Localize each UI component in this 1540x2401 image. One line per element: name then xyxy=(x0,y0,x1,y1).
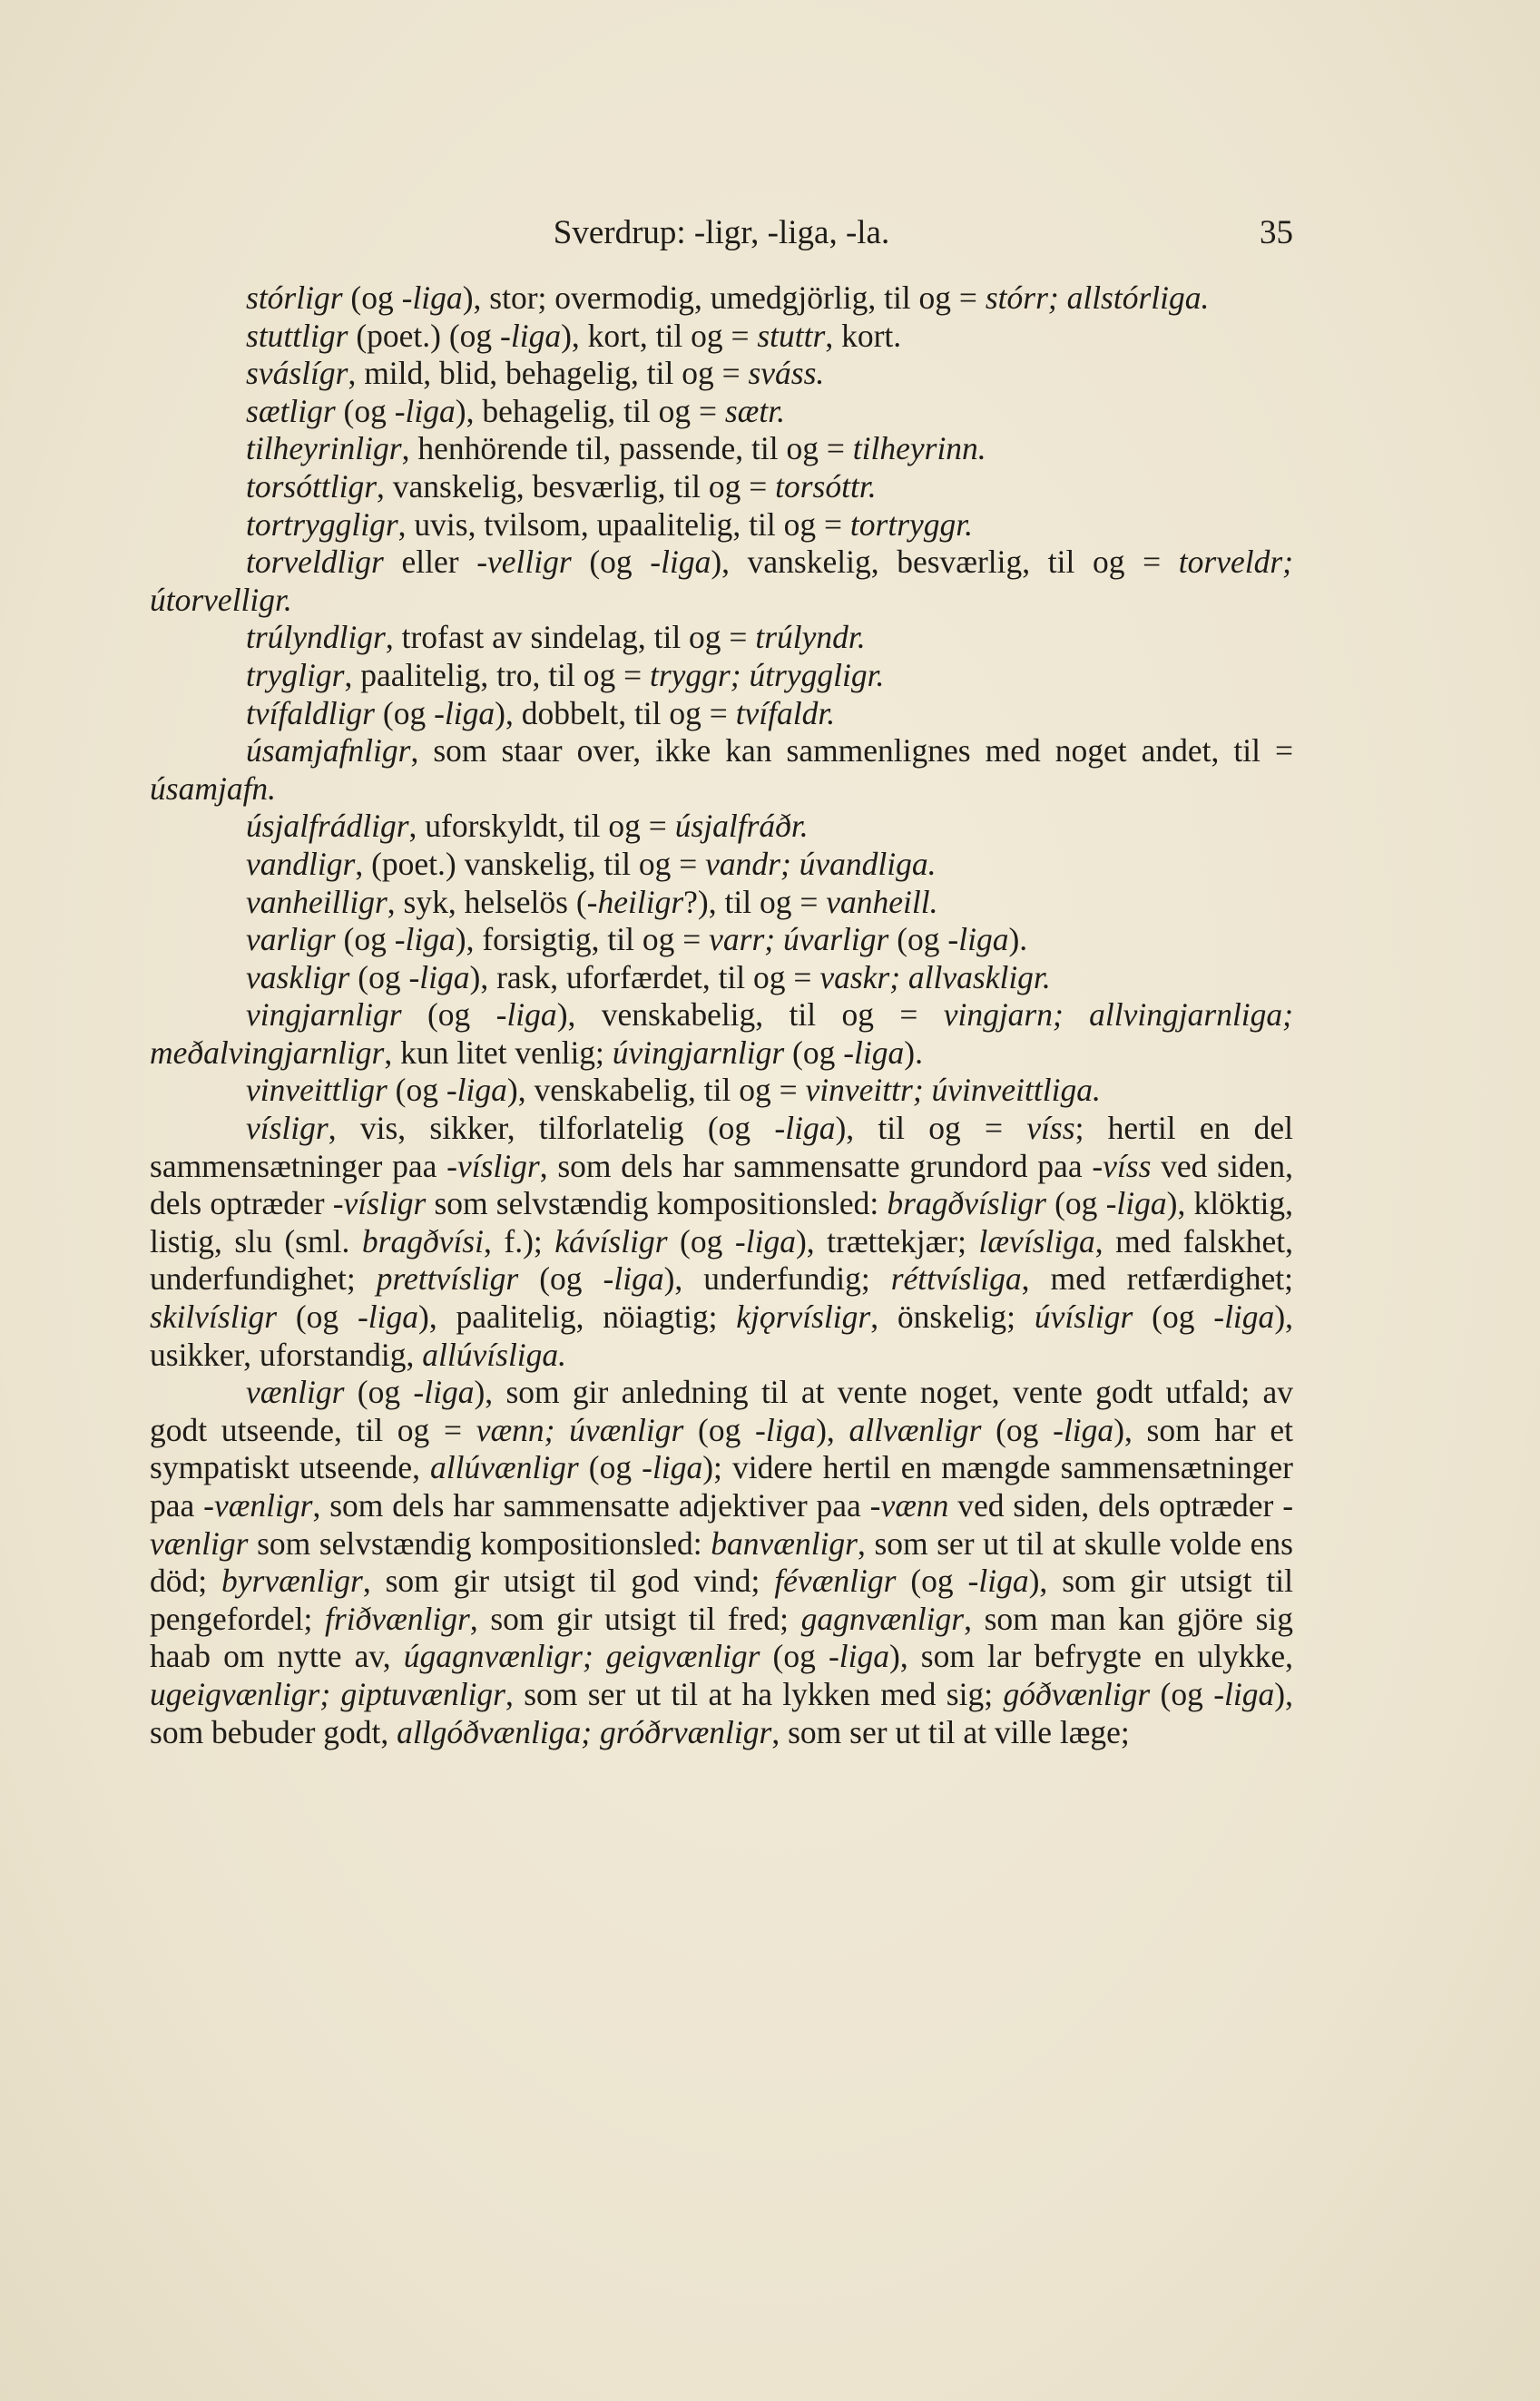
entry-text: (og xyxy=(344,1374,414,1411)
entry-text: ), venskabelig, til og = xyxy=(556,996,944,1034)
entry-text: , f.); xyxy=(484,1222,555,1259)
entry-text: , vanskelig, besværlig, til og = xyxy=(377,467,776,505)
entry-text: ), paalitelig, nöiagtig; xyxy=(418,1298,737,1336)
entry-text: , som gir utsigt til fred; xyxy=(469,1600,801,1637)
entry-italic-text: trúlyndr. xyxy=(755,619,866,656)
entry-italic-text: allgóðvænliga; gróðrvænligr xyxy=(397,1713,772,1750)
entry-italic-text: torveldr; útorvelligr. xyxy=(150,544,1293,618)
dictionary-entry xyxy=(150,657,1293,695)
entry-italic-text: -liga xyxy=(603,1260,664,1298)
entry-text: ), som har et sympatiskt utseende, xyxy=(150,1411,1294,1486)
entry-italic-text: -liga xyxy=(843,1034,905,1071)
entry-italic-text: tortryggr. xyxy=(849,505,974,543)
dictionary-entry xyxy=(150,732,1293,808)
entry-text: , kun litet venlig; xyxy=(384,1034,613,1071)
entry-italic-text: vingjarn; allvingjarnliga; meðalvingjarnligr xyxy=(150,996,1293,1071)
entry-italic-text: bragðvísi xyxy=(361,1222,484,1259)
entry-text: ), som bebuder godt, xyxy=(150,1675,1293,1750)
entry-text: , uforskyldt, til og = xyxy=(408,808,675,845)
entry-italic-text: víss xyxy=(1026,1110,1075,1147)
entry-italic-text: vanheilligr xyxy=(246,883,387,920)
entry-italic-text: banvænligr xyxy=(711,1524,858,1562)
entry-text: , som gir utsigt til god vind; xyxy=(362,1563,775,1600)
entry-text: ), kort, til og = xyxy=(561,317,758,354)
dictionary-entry xyxy=(150,318,1293,356)
entry-text: som selvstændig kompositionsled: xyxy=(248,1524,711,1562)
entry-italic-text: stuttr xyxy=(757,317,826,354)
entry-italic-text: sváss. xyxy=(748,355,825,392)
entry-italic-text: -liga xyxy=(734,1222,796,1259)
entry-italic-text: -liga xyxy=(650,544,711,581)
entry-text: , som dels har sammensatte grundord paa xyxy=(539,1147,1093,1184)
entry-italic-text: góðvænligr xyxy=(1003,1675,1151,1712)
entry-italic-text: tvífaldr. xyxy=(735,694,836,731)
dictionary-entry xyxy=(150,355,1293,393)
entry-text: , som staar over, ikke kan sammenlignes med noget andet, til = xyxy=(410,732,1293,769)
entry-text: ), underfundig; xyxy=(663,1260,891,1298)
entry-italic-text: allvænligr xyxy=(848,1411,982,1448)
entry-italic-text: úvingjarnligr xyxy=(612,1034,785,1071)
entry-text: , henhörende til, passende, til og = xyxy=(401,430,853,467)
entry-italic-text: -liga xyxy=(1213,1298,1275,1336)
entry-italic-text: allúvísliga. xyxy=(422,1336,567,1373)
entry-italic-text: úvísligr xyxy=(1034,1298,1133,1336)
entry-italic-text: -liga xyxy=(1213,1675,1275,1712)
dictionary-entry xyxy=(150,921,1293,959)
entry-italic-text: -vænligr xyxy=(203,1487,313,1524)
dictionary-entry xyxy=(150,468,1293,506)
entry-italic-text: vandligr xyxy=(246,845,356,882)
entry-text: (og xyxy=(981,1411,1054,1448)
entry-text: , som ser ut til at ha lykken med sig; xyxy=(505,1675,1004,1712)
entry-italic-text: -liga xyxy=(967,1563,1029,1600)
entry-italic-text: varr; úvarligr xyxy=(709,921,889,958)
entry-italic-text: úsjalfráðr. xyxy=(674,808,809,845)
dictionary-entry xyxy=(150,1072,1293,1110)
entry-italic-text: -vísligr xyxy=(446,1147,540,1184)
entry-text: (og xyxy=(375,694,435,731)
entry-text: (og xyxy=(683,1411,756,1448)
entry-italic-text: stórligr xyxy=(246,279,343,316)
dictionary-entry xyxy=(150,279,1293,318)
entry-italic-text: sætr. xyxy=(724,392,785,429)
entry-text: (og xyxy=(335,392,395,429)
entry-italic-text: -liga xyxy=(413,1374,475,1411)
entry-italic-text: vaskligr xyxy=(246,958,350,995)
entry-text: ), venskabelig, til og = xyxy=(506,1072,806,1109)
entry-italic-text: kávísligr xyxy=(554,1222,668,1259)
entry-italic-text: -liga xyxy=(947,921,1009,958)
entry-italic-text: úsamjafn. xyxy=(150,769,277,807)
entry-italic-text: stuttligr xyxy=(246,317,348,354)
entry-text: ), forsigtig, til og = xyxy=(455,921,710,958)
dictionary-entry xyxy=(150,393,1293,431)
entry-italic-text: tvífaldligr xyxy=(246,694,375,731)
entry-text: , mild, blid, behagelig, til og = xyxy=(348,355,749,392)
entry-italic-text: tortryggligr xyxy=(246,505,398,543)
entry-text: , kort. xyxy=(825,317,902,354)
entry-italic-text: vandr; úvandliga. xyxy=(705,845,937,882)
entry-italic-text: ugeigvænligr; giptuvænligr xyxy=(150,1675,505,1712)
entry-text: ), som gir anledning til at vente noget, vente godt utfald; av godt utseende, til og = xyxy=(150,1374,1293,1448)
entry-italic-text: -liga xyxy=(495,996,557,1034)
entry-text: eller xyxy=(383,544,477,581)
entry-text: ), klöktig, listig, slu (sml. xyxy=(150,1185,1293,1259)
dictionary-entry xyxy=(150,430,1293,468)
dictionary-entry xyxy=(150,695,1293,733)
entry-italic-text: -liga xyxy=(408,958,470,995)
entry-italic-text: vingjarnligr xyxy=(246,996,402,1034)
entry-text: ), usikker, uforstandig, xyxy=(150,1298,1294,1373)
entry-text: , som ser ut til at skulle volde ens död; xyxy=(150,1524,1293,1600)
dictionary-entry xyxy=(150,506,1293,544)
entry-text: , syk, helselös ( xyxy=(387,883,587,920)
entry-italic-text: -vænligr xyxy=(150,1487,1294,1562)
page-header xyxy=(150,211,1293,256)
entry-text: (og xyxy=(578,1449,642,1486)
entry-text: ; hertil en del sammensætninger paa xyxy=(150,1110,1293,1184)
entry-italic-text: skilvísligr xyxy=(150,1298,278,1336)
entry-italic-text: tryggr; útryggligr. xyxy=(650,656,885,693)
dictionary-entry xyxy=(150,959,1293,997)
entry-italic-text: prettvísligr xyxy=(376,1260,519,1298)
entry-italic-text: sváslígr xyxy=(246,355,348,392)
entry-text: (og xyxy=(1150,1675,1214,1712)
entry-italic-text: -liga xyxy=(755,1411,817,1448)
dictionary-entry xyxy=(150,1374,1293,1751)
entry-italic-text: friðvænligr xyxy=(325,1600,470,1637)
entry-text: som selvstændig kompositionsled: xyxy=(426,1185,888,1222)
entry-italic-text: allúvænligr xyxy=(430,1449,579,1486)
dictionary-entries xyxy=(150,279,1293,1751)
entry-text: ). xyxy=(1008,921,1028,958)
entry-italic-text: stórr; allstórliga. xyxy=(985,279,1210,316)
entry-italic-text: trygligr xyxy=(246,656,345,693)
entry-text: (og xyxy=(888,921,948,958)
entry-italic-text: lævísliga xyxy=(978,1222,1095,1259)
entry-italic-text: úsamjafnligr xyxy=(246,732,411,769)
entry-italic-text: -liga xyxy=(357,1298,419,1336)
entry-italic-text: vinveittr; úvinveittliga. xyxy=(805,1072,1101,1109)
entry-text: , som man kan gjöre sig haab om nytte av, xyxy=(150,1600,1293,1675)
dictionary-entry xyxy=(150,808,1293,846)
entry-italic-text: torveldligr xyxy=(246,544,384,581)
entry-text: , som ser ut til at ville læge; xyxy=(771,1713,1130,1750)
entry-text: ), stor; overmodig, umedgjörlig, til og = xyxy=(462,279,986,316)
entry-text: (og xyxy=(277,1298,358,1336)
entry-text: , uvis, tvilsom, upaalitelig, til og = xyxy=(397,505,850,543)
dictionary-entry xyxy=(150,884,1293,922)
entry-italic-text: -liga xyxy=(401,279,463,316)
entry-text: ), som gir utsigt til pengefordel; xyxy=(150,1563,1293,1637)
entry-italic-text: -vísligr xyxy=(332,1185,427,1222)
entry-italic-text: torsóttligr xyxy=(246,467,378,505)
entry-text: ved siden, dels optræder xyxy=(948,1487,1283,1524)
entry-italic-text: vænligr xyxy=(246,1374,345,1411)
entry-italic-text: varligr xyxy=(246,921,336,958)
entry-italic-text: -liga xyxy=(774,1110,836,1147)
entry-italic-text: -liga xyxy=(828,1638,890,1675)
entry-italic-text: -liga xyxy=(394,392,456,429)
entry-italic-text: -liga xyxy=(500,317,562,354)
entry-text: (og xyxy=(401,996,496,1034)
entry-text: ), xyxy=(816,1411,849,1448)
running-head: Sverdrup: -ligr, -liga, -la. xyxy=(553,214,890,251)
entry-italic-text: -heiligr xyxy=(586,883,684,920)
dictionary-entry xyxy=(150,846,1293,884)
entry-italic-text: réttvísliga xyxy=(890,1260,1022,1298)
entry-italic-text: -liga xyxy=(446,1072,507,1109)
entry-italic-text: gagnvænligr xyxy=(800,1600,965,1637)
entry-text: (og xyxy=(1045,1185,1106,1222)
entry-text: ), trættekjær; xyxy=(795,1222,979,1259)
entry-italic-text: vænn; úvænligr xyxy=(476,1411,684,1448)
entry-italic-text: úsjalfrádligr xyxy=(246,808,409,845)
entry-text: (og xyxy=(387,1072,446,1109)
entry-text: ), dobbelt, til og = xyxy=(495,694,736,731)
entry-text: , (poet.) vanskelig, til og = xyxy=(355,845,706,882)
entry-text: ). xyxy=(904,1034,923,1071)
entry-text: ?), til og = xyxy=(683,883,827,920)
entry-text: ), som lar befrygte en ulykke, xyxy=(889,1638,1294,1675)
dictionary-entry xyxy=(150,544,1293,619)
entry-text: ), behagelig, til og = xyxy=(455,392,725,429)
entry-text: ), vanskelig, besværlig, til og = xyxy=(711,544,1179,581)
entry-text: , vis, sikker, tilforlatelig (og xyxy=(328,1110,775,1147)
entry-italic-text: -velligr xyxy=(476,544,572,581)
entry-italic-text: trúlyndligr xyxy=(246,619,386,656)
entry-text: (og xyxy=(335,921,395,958)
dictionary-entry xyxy=(150,619,1293,657)
entry-text: (og xyxy=(518,1260,603,1298)
entry-text: ), til og = xyxy=(835,1110,1027,1147)
entry-italic-text: byrvænligr xyxy=(221,1563,363,1600)
entry-text: ved siden, dels optræder xyxy=(150,1147,1293,1222)
entry-text: , trofast av sindelag, til og = xyxy=(385,619,756,656)
entry-text: , som dels har sammensatte adjektiver paa xyxy=(312,1487,870,1524)
entry-italic-text: torsóttr. xyxy=(775,467,877,505)
entry-italic-text: vanheill. xyxy=(826,883,938,920)
entry-text: (og xyxy=(349,958,409,995)
entry-text: ); videre hertil en mængde sammensætninger paa xyxy=(150,1449,1293,1524)
entry-italic-text: -vænn xyxy=(869,1487,949,1524)
dictionary-entry xyxy=(150,996,1293,1072)
entry-italic-text: -liga xyxy=(1053,1411,1114,1448)
entry-text: (og xyxy=(896,1563,968,1600)
entry-italic-text: vísligr xyxy=(246,1110,329,1147)
entry-italic-text: -víss xyxy=(1092,1147,1152,1184)
entry-text: (poet.) (og xyxy=(348,317,501,354)
entry-italic-text: -liga xyxy=(1105,1185,1167,1222)
entry-text: (og xyxy=(1133,1298,1214,1336)
dictionary-entry xyxy=(150,1110,1293,1374)
entry-italic-text: -liga xyxy=(434,694,495,731)
entry-text: (og xyxy=(760,1638,829,1675)
page-number: 35 xyxy=(1260,214,1293,251)
entry-italic-text: sætligr xyxy=(246,392,336,429)
entry-text: , önskelig; xyxy=(870,1298,1035,1336)
entry-italic-text: -liga xyxy=(394,921,456,958)
entry-text: (og xyxy=(342,279,402,316)
entry-italic-text: úgagnvænligr; geigvænligr xyxy=(403,1638,760,1675)
entry-text: (og xyxy=(571,544,651,581)
entry-italic-text: tilheyrinligr xyxy=(246,430,402,467)
entry-italic-text: févænligr xyxy=(774,1563,897,1600)
entry-italic-text: tilheyrinn. xyxy=(852,430,986,467)
entry-italic-text: kjǫrvísligr xyxy=(736,1298,871,1336)
entry-italic-text: -liga xyxy=(642,1449,703,1486)
entry-text: (og xyxy=(784,1034,844,1071)
entry-italic-text: bragðvísligr xyxy=(887,1185,1046,1222)
entry-text: (og xyxy=(667,1222,735,1259)
entry-italic-text: vinveittligr xyxy=(246,1072,387,1109)
entry-text: ), rask, uforfærdet, til og = xyxy=(469,958,820,995)
entry-text: , med retfærdighet; xyxy=(1021,1260,1294,1298)
entry-text: , paalitelig, tro, til og = xyxy=(344,656,650,693)
entry-italic-text: vaskr; allvaskligr. xyxy=(819,958,1051,995)
entry-text: , med falskhet, underfundighet; xyxy=(150,1222,1293,1298)
